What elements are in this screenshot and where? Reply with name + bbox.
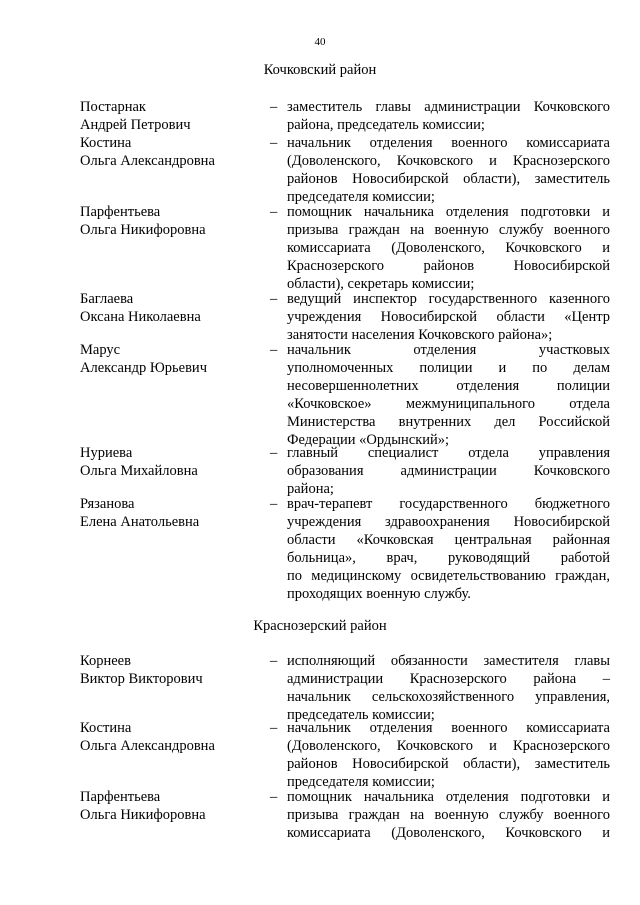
member-name bbox=[80, 495, 260, 531]
member-role: заместитель главы администрации Кочковского района, председатель комиссии; bbox=[287, 99, 610, 133]
member-role: главный специалист отдела управления образования администрации Кочковского района; bbox=[287, 445, 610, 497]
member-name bbox=[80, 652, 260, 688]
member-role: помощник начальника отделения подготовки и призыва граждан на военную службу военного комиссариата (Доволенского, Кочковского и bbox=[287, 789, 610, 841]
member-role: врач-терапевт государственного бюджетного учреждения здравоохранения Новосибирской области «Кочковская центральная районная больница», врач, руководящий работой по медицинскому освидетельствованию граждан, проходящих военную службу. bbox=[287, 496, 610, 602]
member-surname: Костина bbox=[80, 720, 132, 736]
dash-separator: – bbox=[270, 496, 278, 512]
member-name bbox=[80, 134, 260, 170]
dash-separator: – bbox=[270, 342, 278, 358]
member-surname: Парфентьева bbox=[80, 789, 161, 805]
member-surname: Баглаева bbox=[80, 291, 134, 307]
member-given-names: Ольга Михайловна bbox=[80, 463, 198, 479]
member-role: помощник начальника отделения подготовки и призыва граждан на военную службу военного комиссариата (Доволенского, Кочковского и Краснозерского районов Новосибирской области), секретарь комиссии; bbox=[287, 204, 610, 292]
member-name bbox=[80, 341, 260, 377]
member-role: ведущий инспектор государственного казенного учреждения Новосибирской области «Центр занятости населения Кочковского района»; bbox=[287, 291, 610, 343]
member-name bbox=[80, 719, 260, 755]
dash-separator: – bbox=[270, 445, 278, 461]
member-surname: Рязанова bbox=[80, 496, 135, 512]
member-surname: Корнеев bbox=[80, 653, 131, 669]
dash-separator: – bbox=[270, 653, 278, 669]
member-name bbox=[80, 203, 260, 239]
member-role: начальник отделения участковых уполномоченных полиции и по делам несовершеннолетних отделения полиции «Кочковское» межмуниципального отдела Министерства внутренних дел Российской Федерации «Ордынский»; bbox=[287, 342, 610, 448]
dash-separator: – bbox=[270, 135, 278, 151]
member-surname: Нуриева bbox=[80, 445, 133, 461]
member-role: начальник отделения военного комиссариата (Доволенского, Кочковского и Краснозерского районов Новосибирской области), заместитель председателя комиссии; bbox=[287, 135, 610, 205]
member-surname: Костина bbox=[80, 135, 132, 151]
member-given-names: Андрей Петрович bbox=[80, 117, 191, 133]
dash-separator: – bbox=[270, 204, 278, 220]
member-surname: Парфентьева bbox=[80, 204, 161, 220]
member-name bbox=[80, 444, 260, 480]
section-title: Кочковский район bbox=[263, 62, 377, 78]
member-given-names: Ольга Никифоровна bbox=[80, 807, 206, 823]
member-given-names: Александр Юрьевич bbox=[80, 360, 207, 376]
dash-separator: – bbox=[270, 291, 278, 307]
member-surname: Постарнак bbox=[80, 99, 146, 115]
member-given-names: Елена Анатольевна bbox=[80, 514, 200, 530]
member-name bbox=[80, 788, 260, 824]
member-role: начальник отделения военного комиссариата (Доволенского, Кочковского и Краснозерского районов Новосибирской области), заместитель председателя комиссии; bbox=[287, 720, 610, 790]
dash-separator: – bbox=[270, 99, 278, 115]
member-given-names: Ольга Александровна bbox=[80, 153, 215, 169]
dash-separator: – bbox=[270, 789, 278, 805]
page-number: 40 bbox=[314, 36, 326, 48]
member-name bbox=[80, 290, 260, 326]
member-name bbox=[80, 98, 260, 134]
member-given-names: Ольга Никифоровна bbox=[80, 222, 206, 238]
member-given-names: Виктор Викторович bbox=[80, 671, 203, 687]
dash-separator: – bbox=[270, 720, 278, 736]
member-role: исполняющий обязанности заместителя главы администрации Краснозерского района – начальник сельскохозяйственного управления, председатель комиссии; bbox=[287, 653, 610, 723]
member-given-names: Ольга Александровна bbox=[80, 738, 215, 754]
member-given-names: Оксана Николаевна bbox=[80, 309, 201, 325]
member-surname: Марус bbox=[80, 342, 121, 358]
section-title: Краснозерский район bbox=[253, 618, 387, 634]
